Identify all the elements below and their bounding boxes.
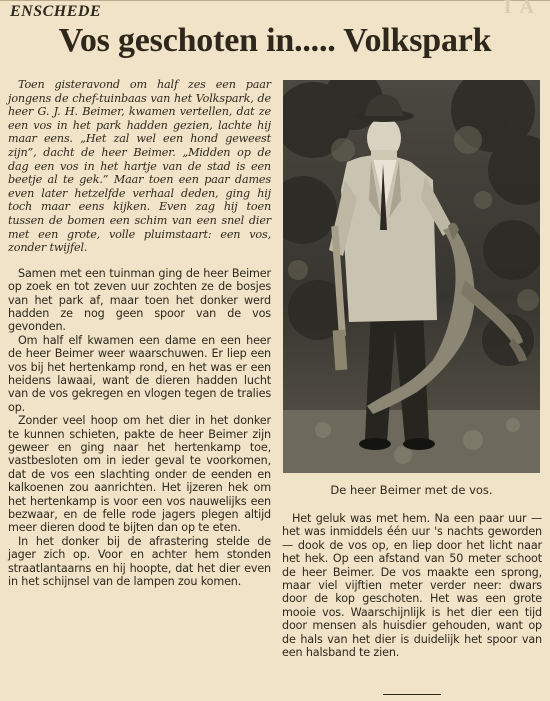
article-end-rule [383, 694, 441, 695]
left-column [8, 78, 271, 588]
article-headline: Vos geschoten in..... Volkspark [58, 22, 492, 59]
previous-article-fragment: I A [503, 0, 536, 18]
dateline-kicker: ENSCHEDE [10, 3, 102, 20]
body-paragraph: Het geluk was met hem. Na een paar uur — het was inmiddels één uur 's nachts geworden — dook de vos op, en liep door het licht naar het hek. Op een afstand van 50 meter schoot de heer Beimer. De vos maakte een sprong, maar viel vijftien meter verder neer: dwars door de kop geschoten. Het was een grote mooie vos. Waarschijnlijk is het dier een tijd door mensen als huisdier gehouden, want op de hals van het dier is duidelijk het spoor van een halsband te zien. [282, 512, 542, 660]
body-paragraph: Samen met een tuinman ging de heer Beimer op zoek en tot zeven uur zochten ze de bosjes van het park af, maar toen het donker werd hadden ze nog geen spoor van de vos gevonden. [8, 266, 271, 334]
photo-man-with-fox [283, 80, 540, 473]
intro-paragraph: Toen gisteravond om half zes een paar jongens de chef-tuinbaas van het Volkspark, de heer G. J. H. Beimer, kwamen vertellen, dat ze een vos in het park hadden gezien, lachte hij maar eens. „Het zal wel een hond geweest zijn”, dacht de heer Beimer. „Midden op de dag een vos in het hartje van de stad is een beetje al te gek.” Maar toen een paar dames even later hetzelfde verhaal deden, ging hij toch maar eens kijken. Even zag hij toen tussen de bomen een schim van een snel dier met een grote, volle pluimstaart: een vos, zonder twijfel. [8, 78, 271, 255]
body-paragraph: Om half elf kwamen een dame en een heer de heer Beimer weer waarschuwen. Er liep een vos bij het hertenkamp rond, en het was er een heidens lawaai, want de dieren hadden lucht van de vos gekregen en vlogen tegen de tralies op. [8, 333, 271, 414]
photo-caption: De heer Beimer met de vos. [330, 483, 493, 497]
body-paragraph: In het donker bij de afrastering stelde de jager zich op. Voor en achter hem stonden straatlantaarns en hij hoopte, dat het dier even in het schijnsel van de lampen zou komen. [8, 534, 271, 589]
news-photo [283, 80, 540, 473]
body-paragraph: Zonder veel hoop om het dier in het donker te kunnen schieten, pakte de heer Beimer zijn geweer en ging naar het hertenkamp toe, vastbesloten om in ieder geval te voorkomen, dat de vos een slachting onder de eenden en kalkoenen zou aanrichten. Het ijzeren hek om het hertenkamp is voor een vos nauwelijks een bezwaar, en de felle rode jagers plegen altijd meer dieren dood te bijten dan op te eten. [8, 414, 271, 535]
right-column [282, 512, 542, 659]
top-rule [0, 0, 550, 1]
